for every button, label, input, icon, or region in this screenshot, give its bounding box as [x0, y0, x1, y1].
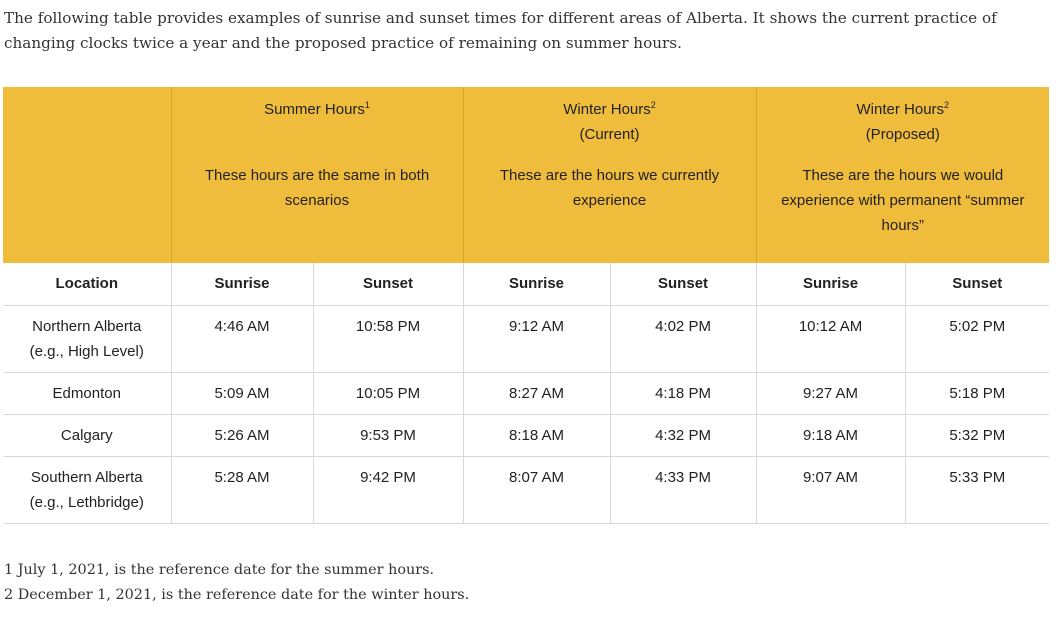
time-cell: 4:33 PM	[610, 457, 756, 524]
time-cell: 9:12 AM	[463, 306, 610, 373]
time-cell: 9:18 AM	[756, 415, 905, 457]
group-subtitle: (Current)	[579, 126, 640, 143]
time-cell: 9:42 PM	[313, 457, 463, 524]
group-header-winter-proposed	[756, 87, 1049, 263]
time-cell: 5:09 AM	[171, 373, 313, 415]
group-title: Winter Hours$^2$	[563, 100, 656, 118]
group-header-summer	[171, 87, 463, 263]
time-cell: 5:28 AM	[171, 457, 313, 524]
group-title: Winter Hours$^2$	[856, 100, 950, 118]
column-header-sunrise: Sunrise	[756, 263, 905, 306]
table-row	[3, 415, 1049, 457]
location-cell: Northern Alberta (e.g., High Level)	[3, 306, 171, 373]
footnotes	[4, 558, 469, 608]
sunrise-sunset-table	[3, 87, 1049, 524]
column-header-sunset: Sunset	[313, 263, 463, 306]
intro-paragraph: The following table provides examples of sunrise and sunset times for different areas of Alberta. It shows the current practice of changing clocks twice a year and the proposed practice of remaining on summer hours.	[4, 9, 997, 52]
column-header-sunrise: Sunrise	[171, 263, 313, 306]
time-cell: 8:07 AM	[463, 457, 610, 524]
column-header-sunset: Sunset	[610, 263, 756, 306]
time-cell: 10:58 PM	[313, 306, 463, 373]
footnote-1: 1 July 1, 2021, is the reference date for the summer hours.	[4, 562, 435, 578]
group-header-empty	[3, 87, 171, 263]
time-cell: 10:12 AM	[756, 306, 905, 373]
group-title: Summer Hours$^1$	[264, 100, 370, 118]
time-cell: 9:07 AM	[756, 457, 905, 524]
time-cell: 5:33 PM	[905, 457, 1049, 524]
time-cell: 8:18 AM	[463, 415, 610, 457]
group-subtitle: (Proposed)	[865, 126, 940, 143]
table-row	[3, 306, 1049, 373]
column-header-sunrise: Sunrise	[463, 263, 610, 306]
time-cell: 5:32 PM	[905, 415, 1049, 457]
time-cell: 5:18 PM	[905, 373, 1049, 415]
group-note: These hours are the same in both scenarios	[204, 167, 430, 209]
time-cell: 9:27 AM	[756, 373, 905, 415]
time-cell: 5:02 PM	[905, 306, 1049, 373]
time-cell: 4:02 PM	[610, 306, 756, 373]
time-cell: 8:27 AM	[463, 373, 610, 415]
time-cell: 10:05 PM	[313, 373, 463, 415]
time-cell: 9:53 PM	[313, 415, 463, 457]
location-cell: Southern Alberta (e.g., Lethbridge)	[3, 457, 171, 524]
location-cell: Edmonton	[3, 373, 171, 415]
group-header-row	[3, 87, 1049, 263]
group-note: These are the hours we currently experience	[499, 167, 720, 209]
table-row	[3, 457, 1049, 524]
column-header-sunset: Sunset	[905, 263, 1049, 306]
time-cell: 5:26 AM	[171, 415, 313, 457]
time-cell: 4:46 AM	[171, 306, 313, 373]
time-cell: 4:18 PM	[610, 373, 756, 415]
column-header-location: Location	[3, 263, 171, 306]
group-header-winter-current	[463, 87, 756, 263]
column-header-row	[3, 263, 1049, 306]
time-cell: 4:32 PM	[610, 415, 756, 457]
footnote-2: 2 December 1, 2021, is the reference date for the winter hours.	[4, 587, 470, 603]
group-note: These are the hours we would experience with permanent “summer hours”	[781, 167, 1025, 234]
table-row	[3, 373, 1049, 415]
location-cell: Calgary	[3, 415, 171, 457]
